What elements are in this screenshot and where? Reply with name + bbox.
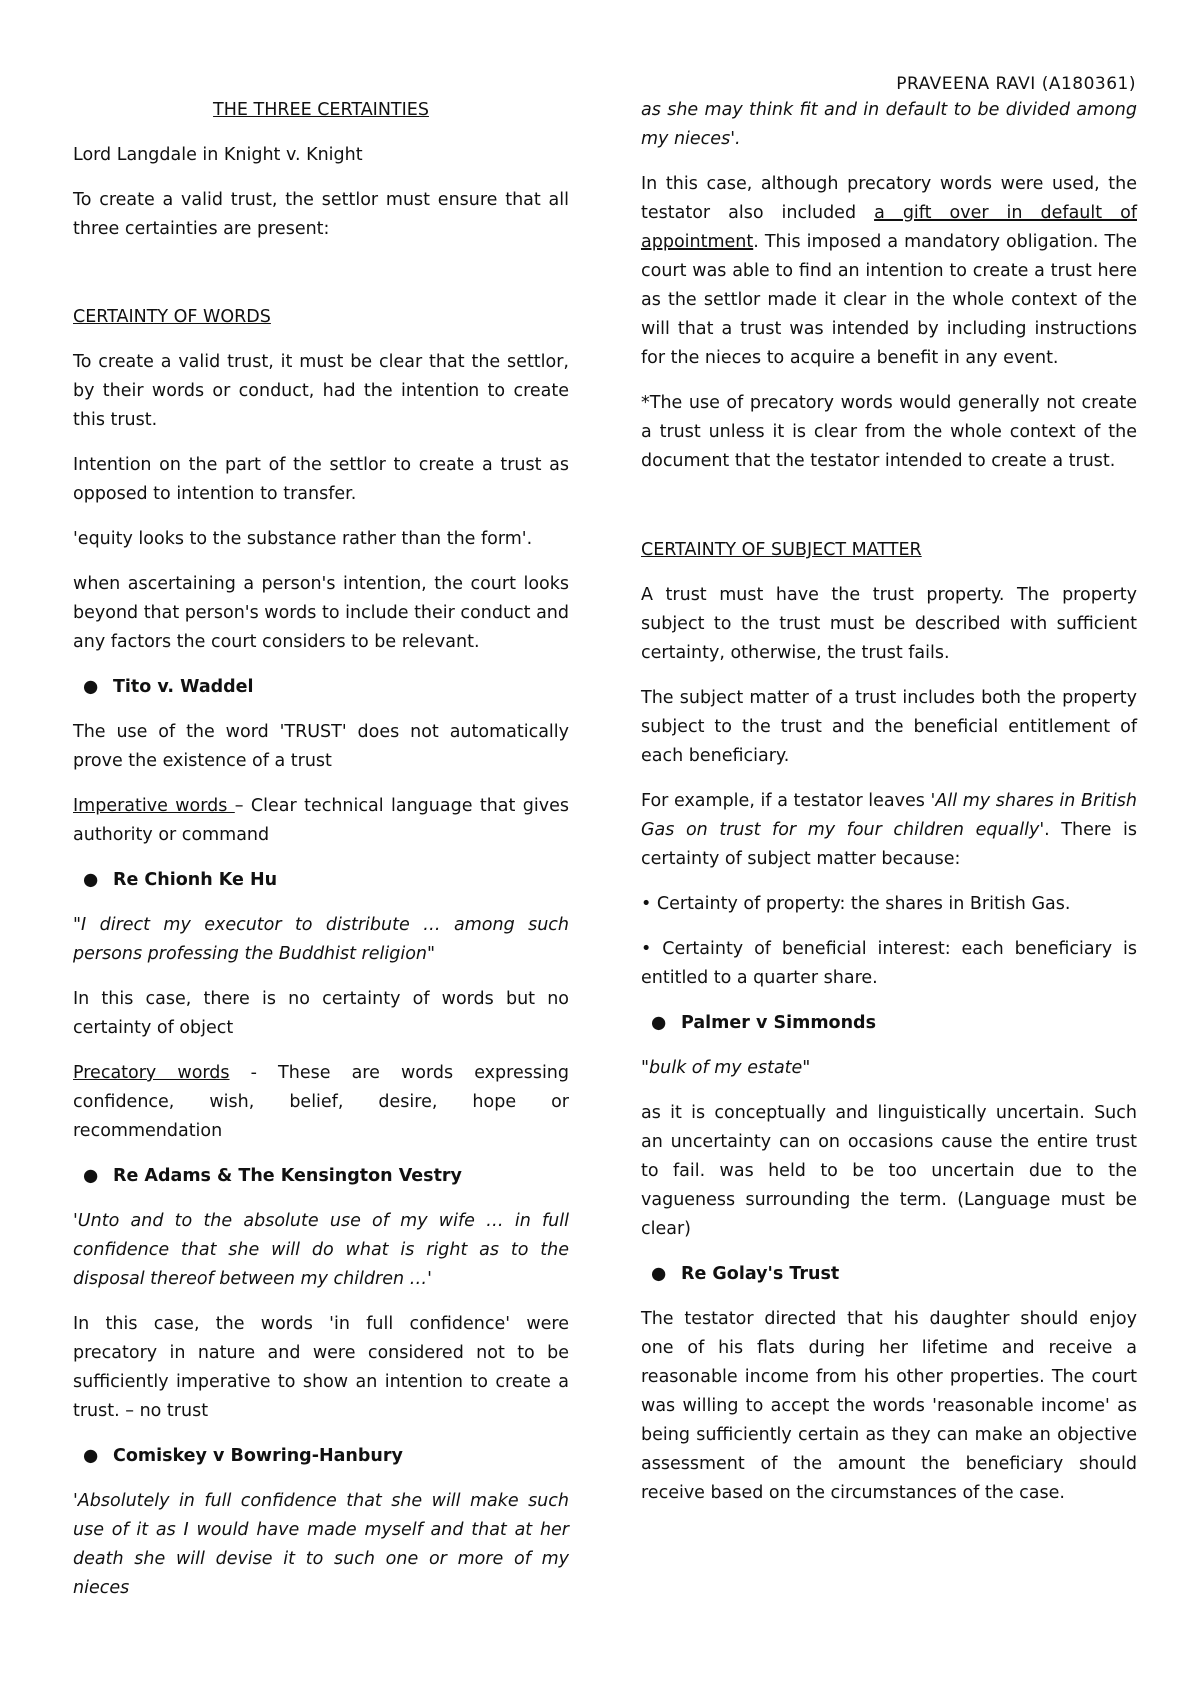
bullet-icon: ● [83, 870, 99, 890]
term-precatory-words: Precatory words [73, 1063, 230, 1083]
list-item: • Certainty of beneficial interest: each beneficiary is entitled to a quarter share. [641, 939, 1137, 988]
definition-imperative [73, 792, 569, 850]
right-column [641, 96, 1137, 1524]
definition-text: - These are words expressing confidence, wish, belief, desire, hope or recommendation [73, 1063, 570, 1141]
bullet-icon: ● [83, 1166, 99, 1186]
text-segment: . This imposed a mandatory obligation. The court was able to find an intention to create a trust here as the settlor made it clear in the whole context of the will that a trust was intended by including instructions for the nieces to acquire a benefit in any event. [641, 232, 1137, 368]
heading-certainty-of-subject-matter: CERTAINTY OF SUBJECT MATTER [641, 540, 922, 560]
case-item [73, 866, 569, 895]
case-item [73, 1442, 569, 1471]
paragraph: as it is conceptually and linguistically uncertain. Such an uncertainty can on occasions cause the entire trust to fail. was held to be too uncertain due to the vagueness surrounding the term. (Language must be clear) [641, 1103, 1137, 1239]
paragraph-note: *The use of precatory words would generally not create a trust unless it is clear from the whole context of the document that the testator intended to create a trust. [641, 393, 1137, 471]
paragraph [641, 787, 1137, 874]
text-segment: In this case, although precatory words were used, the testator also included [641, 174, 1137, 223]
section-spacer [641, 492, 1137, 536]
case-quote: 'Unto and to the absolute use of my wife … in full confidence that she will do what is right as to the disposal thereof between my children …' [73, 1211, 569, 1289]
case-item [641, 1260, 1137, 1289]
author-header: PRAVEENA RAVI (A180361) [896, 74, 1136, 94]
document-title: THE THREE CERTAINTIES [213, 100, 429, 120]
text-segment: For example, if a testator leaves [641, 791, 931, 811]
term-imperative-words: Imperative words [73, 796, 235, 816]
paragraph: In this case, there is no certainty of words but no certainty of object [73, 989, 569, 1038]
paragraph: 'equity looks to the substance rather than the form'. [73, 529, 533, 549]
paragraph: The testator directed that his daughter should enjoy one of his flats during her lifetime and receive a reasonable income from his other properties. The court was willing to accept the words 'reasonable income' as being sufficiently certain as they can make an objective assessment of the amount the beneficiary should receive based on the circumstances of the case. [641, 1309, 1137, 1503]
case-quote: "bulk of my estate" [641, 1058, 811, 1078]
case-name: Re Golay's Trust [681, 1264, 840, 1284]
intro-paragraph: To create a valid trust, the settlor must ensure that all three certainties are present: [73, 190, 569, 239]
intro-citation: Lord Langdale in Knight v. Knight [73, 145, 363, 165]
paragraph: The use of the word 'TRUST' does not automatically prove the existence of a trust [73, 722, 569, 771]
case-name: Palmer v Simmonds [681, 1013, 876, 1033]
paragraph: To create a valid trust, it must be clear that the settlor, by their words or conduct, had the intention to create this trust. [73, 352, 569, 430]
bullet-icon: ● [83, 677, 99, 697]
paragraph: Intention on the part of the settlor to create a trust as opposed to intention to transfer. [73, 455, 569, 504]
case-quote-continued: as she may think fit and in default to be divided among my nieces'. [641, 100, 1137, 149]
bullet-icon: ● [651, 1264, 667, 1284]
paragraph: when ascertaining a person's intention, the court looks beyond that person's words to include their conduct and any factors the court considers to be relevant. [73, 574, 569, 652]
definition-precatory [73, 1059, 569, 1146]
paragraph [641, 170, 1137, 373]
left-column [73, 96, 569, 1619]
term-gift-over: a gift over in default of appointment [641, 203, 1137, 252]
section-spacer [73, 260, 569, 303]
definition-text: – Clear technical language that gives authority or command [73, 796, 570, 845]
case-item [641, 1009, 1137, 1038]
case-name: Re Adams & The Kensington Vestry [113, 1166, 462, 1186]
list-item: • Certainty of property: the shares in British Gas. [641, 894, 1071, 914]
case-item [73, 673, 569, 702]
case-name: Re Chionh Ke Hu [113, 870, 278, 890]
case-quote: "I direct my executor to distribute … among such persons professing the Buddhist religion" [73, 915, 569, 964]
case-item [73, 1162, 569, 1191]
paragraph: The subject matter of a trust includes both the property subject to the trust and the beneficial entitlement of each beneficiary. [641, 688, 1137, 766]
text-segment: . There is certainty of subject matter because: [641, 820, 1137, 869]
example-quote: 'All my shares in British Gas on trust for my four children equally' [641, 791, 1137, 840]
bullet-icon: ● [83, 1446, 99, 1466]
case-quote: 'Absolutely in full confidence that she will make such use of it as I would have made myself and that at her death she will devise it to such one or more of my nieces [73, 1491, 569, 1598]
paragraph: In this case, the words 'in full confidence' were precatory in nature and were considered not to be sufficiently imperative to show an intention to create a trust. – no trust [73, 1314, 569, 1421]
case-name: Comiskey v Bowring-Hanbury [113, 1446, 403, 1466]
bullet-icon: ● [651, 1013, 667, 1033]
case-name: Tito v. Waddel [113, 677, 254, 697]
paragraph: A trust must have the trust property. The property subject to the trust must be described with sufficient certainty, otherwise, the trust fails. [641, 585, 1137, 663]
heading-certainty-of-words: CERTAINTY OF WORDS [73, 307, 271, 327]
